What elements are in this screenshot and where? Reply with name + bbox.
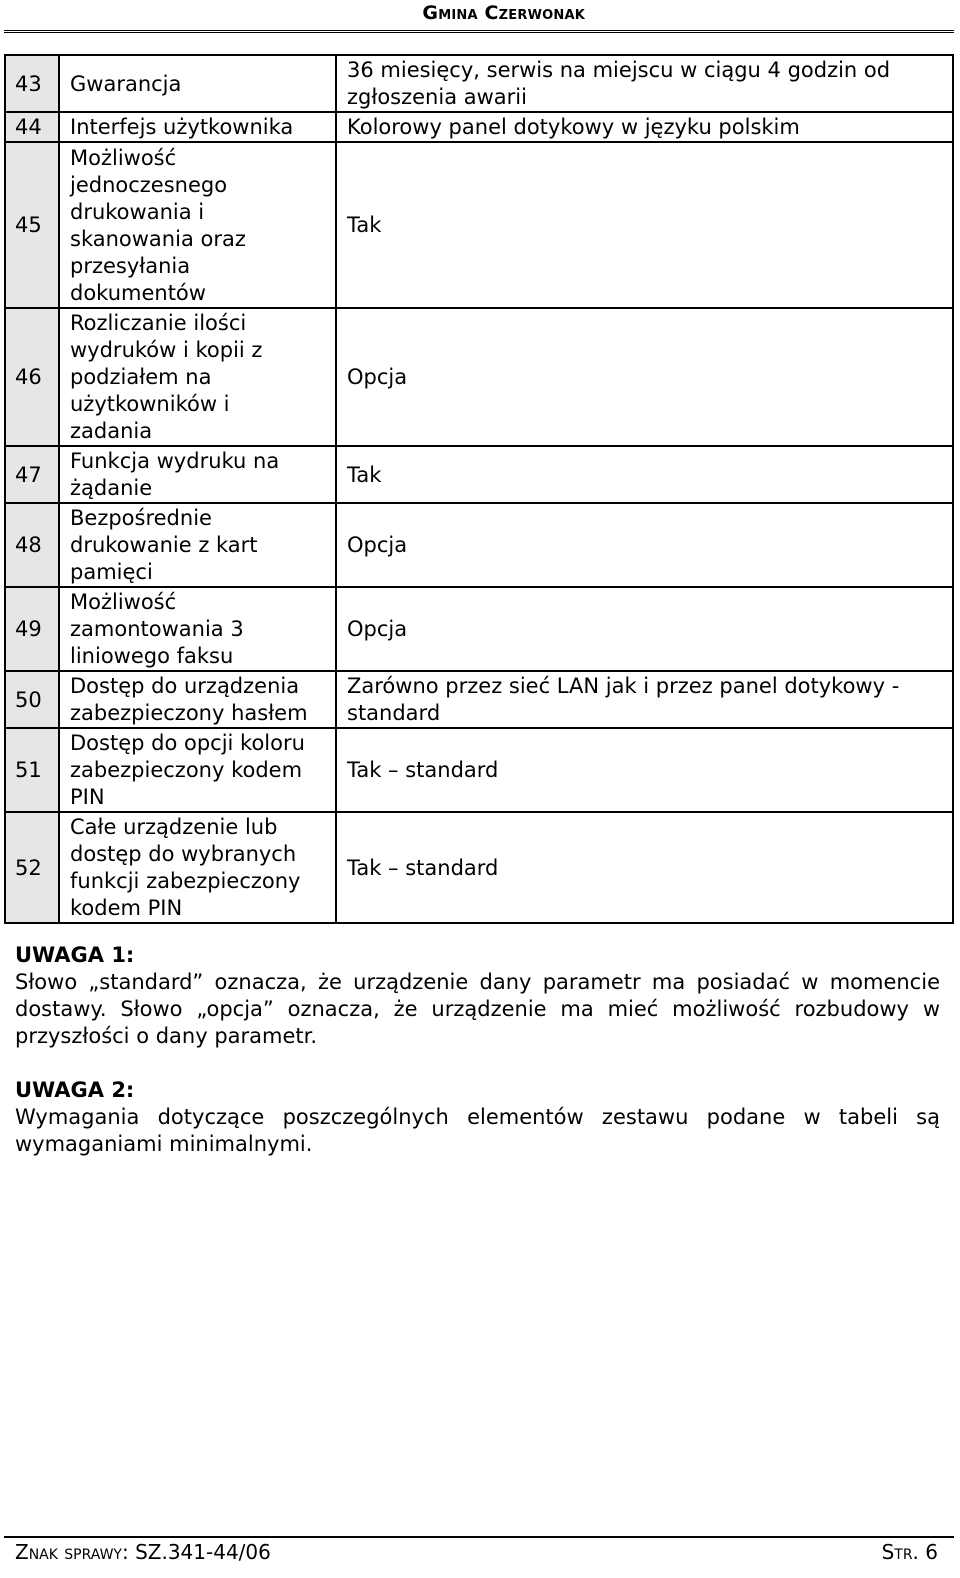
- row-number: 47: [5, 446, 59, 503]
- table-row: [5, 142, 953, 308]
- row-value: Zarówno przez sieć LAN jak i przez panel dotykowy - standard: [336, 671, 953, 728]
- row-value: 36 miesięcy, serwis na miejscu w ciągu 4 godzin od zgłoszenia awarii: [336, 55, 953, 112]
- row-number: 45: [5, 142, 59, 308]
- row-value: Opcja: [336, 587, 953, 671]
- note-1-text: Słowo „standard” oznacza, że urządzenie dany parametr ma posiadać w momencie dostawy. Słowo „opcja” oznacza, że urządzenie ma mieć możliwość rozbudowy w przyszłości o dany parametr.: [15, 970, 940, 1048]
- footer-rule: [4, 1536, 954, 1538]
- note-1-title: UWAGA 1:: [15, 943, 135, 967]
- row-label: Funkcja wydruku na żądanie: [59, 446, 336, 503]
- row-value: Opcja: [336, 503, 953, 587]
- row-label: Gwarancja: [59, 55, 336, 112]
- row-value: Tak: [336, 142, 953, 308]
- row-number: 52: [5, 812, 59, 923]
- row-value: Tak: [336, 446, 953, 503]
- row-number: 51: [5, 728, 59, 812]
- row-number: 49: [5, 587, 59, 671]
- page-header: [0, 0, 960, 28]
- row-label: Całe urządzenie lub dostęp do wybranych funkcji zabezpieczony kodem PIN: [59, 812, 336, 923]
- spec-table: [4, 54, 954, 924]
- table-row: [5, 446, 953, 503]
- note-2-text: Wymagania dotyczące poszczególnych elementów zestawu podane w tabeli są wymaganiami minimalnymi.: [15, 1105, 940, 1156]
- row-value: Tak – standard: [336, 812, 953, 923]
- case-number: Znak sprawy: SZ.341-44/06: [15, 1540, 271, 1564]
- row-label: Rozliczanie ilości wydruków i kopii z podziałem na użytkowników i zadania: [59, 308, 336, 446]
- table-row: [5, 308, 953, 446]
- row-value: Tak – standard: [336, 728, 953, 812]
- row-value: Opcja: [336, 308, 953, 446]
- row-label: Dostęp do opcji koloru zabezpieczony kodem PIN: [59, 728, 336, 812]
- row-number: 44: [5, 112, 59, 142]
- table-row: [5, 728, 953, 812]
- row-label: Możliwość zamontowania 3 liniowego faksu: [59, 587, 336, 671]
- row-label: Możliwość jednoczesnego drukowania i skanowania oraz przesyłania dokumentów: [59, 142, 336, 308]
- table-row: [5, 112, 953, 142]
- note-2-title: UWAGA 2:: [15, 1078, 135, 1102]
- row-label: Dostęp do urządzenia zabezpieczony hasłem: [59, 671, 336, 728]
- table-row: [5, 55, 953, 112]
- row-number: 48: [5, 503, 59, 587]
- row-number: 43: [5, 55, 59, 112]
- page-number: Str. 6: [881, 1540, 938, 1564]
- table-row: [5, 503, 953, 587]
- row-value: Kolorowy panel dotykowy w języku polskim: [336, 112, 953, 142]
- header-rule: [4, 30, 954, 33]
- table-row: [5, 812, 953, 923]
- header-title: Gmina Czerwonak: [422, 2, 585, 24]
- note-2: [15, 1077, 940, 1158]
- row-label: Interfejs użytkownika: [59, 112, 336, 142]
- row-number: 50: [5, 671, 59, 728]
- row-label: Bezpośrednie drukowanie z kart pamięci: [59, 503, 336, 587]
- note-1: [15, 942, 940, 1050]
- table-row: [5, 671, 953, 728]
- table-row: [5, 587, 953, 671]
- notes-section: [15, 942, 940, 1185]
- row-number: 46: [5, 308, 59, 446]
